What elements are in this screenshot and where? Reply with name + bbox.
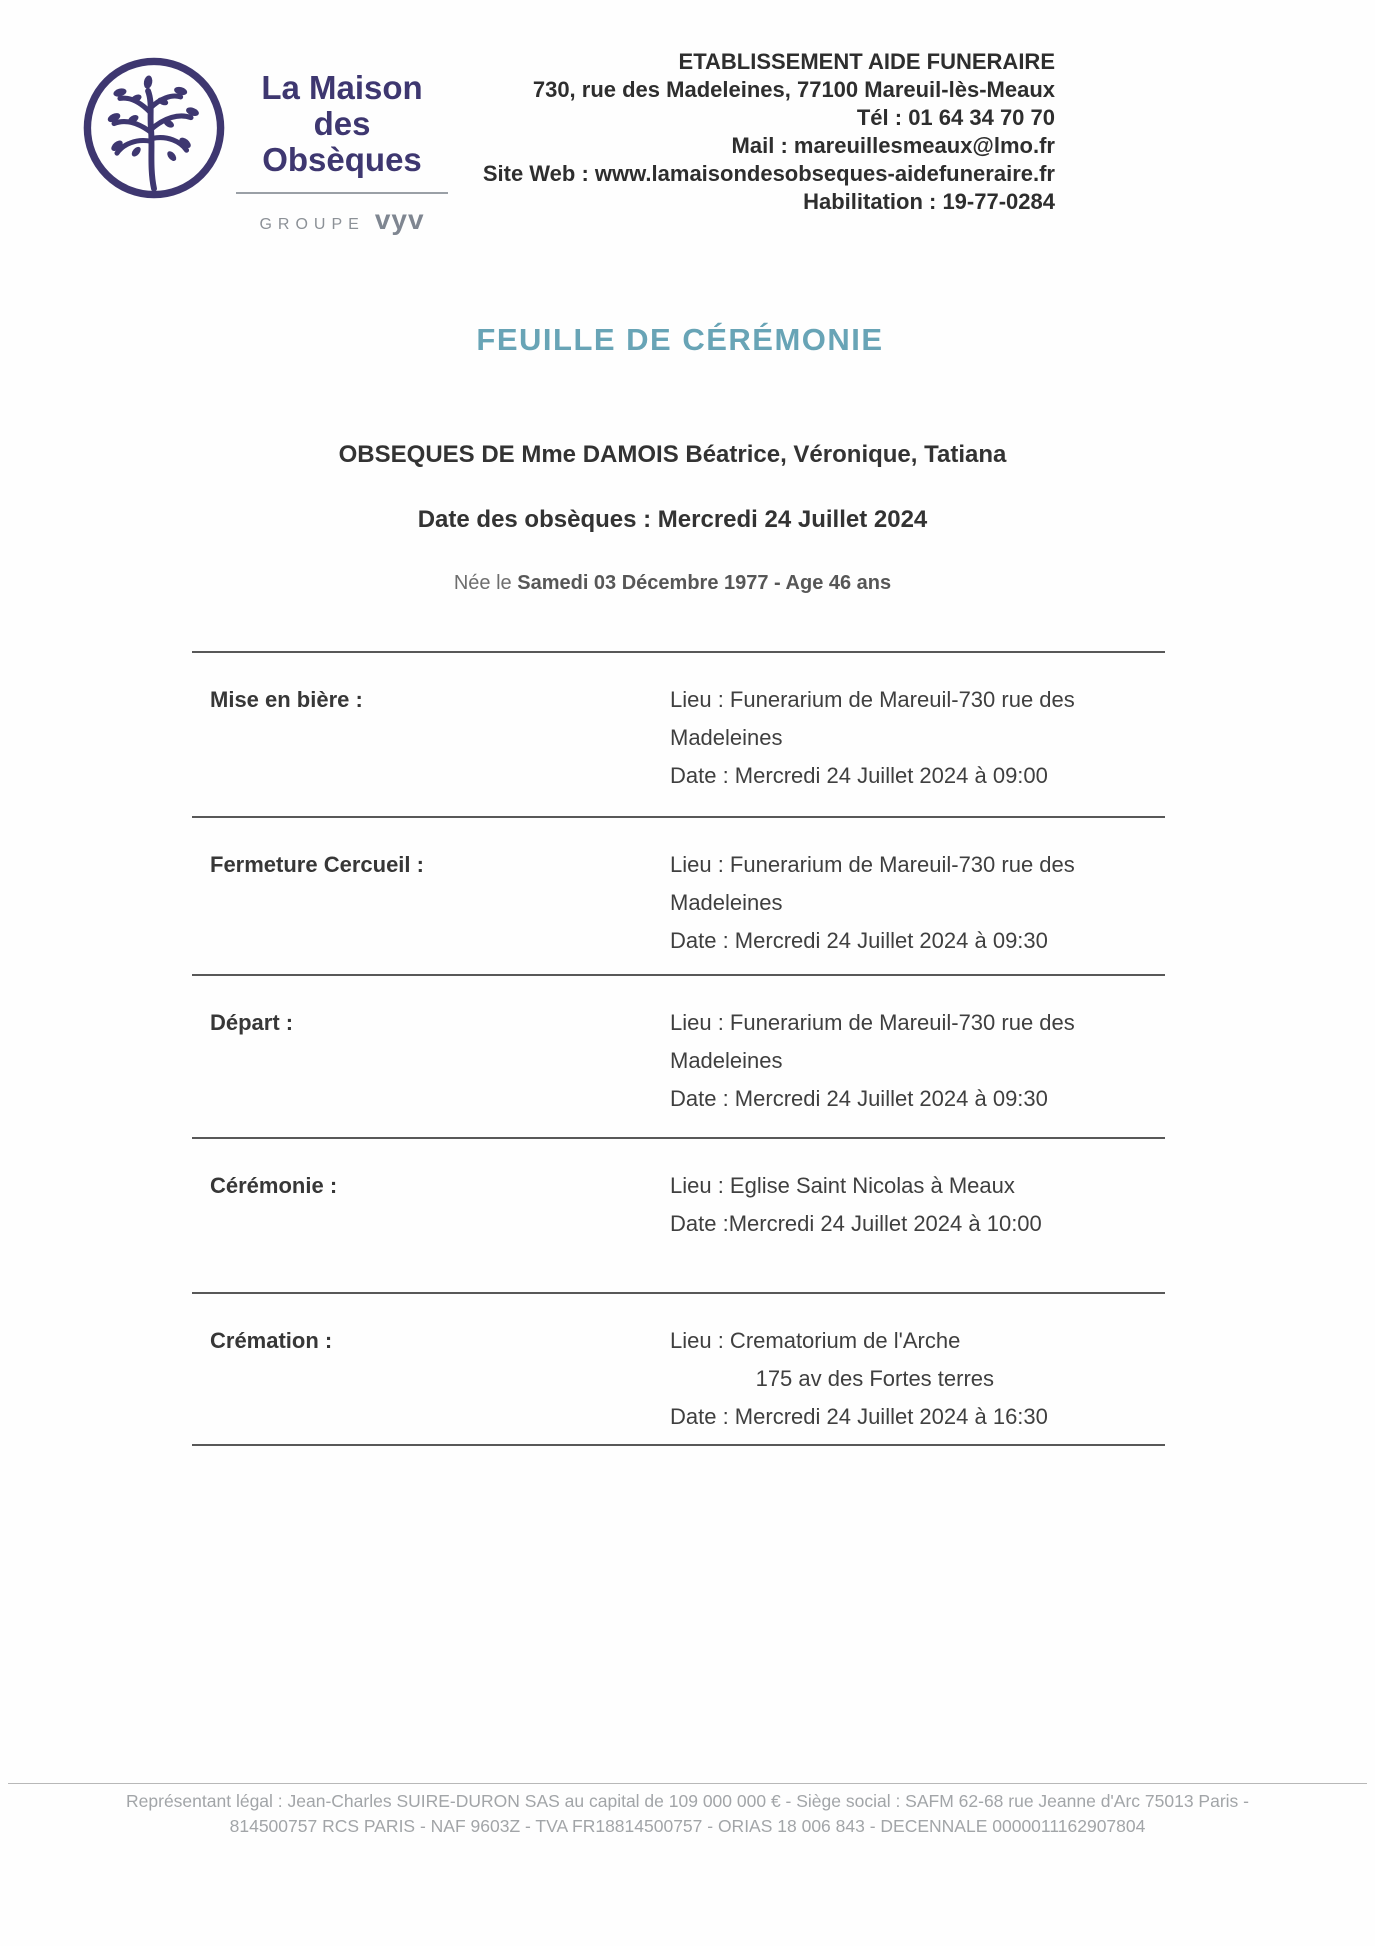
section-details [670,681,1165,795]
company-phone: Tél : 01 64 34 70 70 [856,105,1055,130]
ceremony-section-row [192,816,1165,974]
funeral-date-heading: Date des obsèques : Mercredi 24 Juillet 2024 [417,506,928,533]
birth-date: Samedi 03 Décembre 1977 - Age 46 ans [517,572,892,594]
company-habilitation: Habilitation : 19-77-0284 [803,189,1055,214]
brand-name-line1: La Maison [261,69,423,106]
section-details [670,846,1165,960]
ceremony-section-row [192,1137,1165,1292]
company-address: 730, rue des Madeleines, 77100 Mareuil-lès-Meaux [532,77,1055,102]
brand-divider [236,192,448,194]
legal-footer-line1: Représentant légal : Jean-Charles SUIRE-DURON SAS au capital de 109 000 000 € - Siège social : SAFM 62-68 rue Jeanne d'Arc 75013 Paris - [126,1791,1249,1811]
section-detail-line: Date : Mercredi 24 Juillet 2024 à 09:30 [670,928,1048,953]
section-detail-line: Date : Mercredi 24 Juillet 2024 à 16:30 [670,1404,1048,1429]
tree-logo-icon [80,52,228,204]
section-details [670,1322,1165,1436]
brand-block [232,70,452,236]
legal-footer [0,1789,1375,1839]
brand-name-line2: des Obsèques [262,105,422,178]
closing-rule [192,1444,1165,1446]
section-label: Cérémonie : [210,1173,338,1198]
company-name: ETABLISSEMENT AIDE FUNERAIRE [678,49,1055,74]
section-detail-line: Lieu : Funerarium de Mareuil-730 rue des Madeleines [670,1010,1081,1073]
group-label: GROUPE [259,216,365,233]
page-title: FEUILLE DE CÉRÉMONIE [476,322,884,357]
company-mail: Mail : mareuillesmeaux@lmo.fr [731,133,1055,158]
section-detail-line: Lieu : Funerarium de Mareuil-730 rue des Madeleines [670,852,1081,915]
group-vyv-logo: vyv [374,204,425,235]
section-label: Mise en bière : [210,687,363,712]
ceremony-section-row [192,974,1165,1137]
footer-divider [8,1783,1367,1784]
group-row [232,204,452,236]
section-detail-line: Date :Mercredi 24 Juillet 2024 à 10:00 [670,1211,1042,1236]
company-website: Site Web : www.lamaisondesobseques-aidefuneraire.fr [482,161,1055,186]
birth-info-line [0,572,1345,595]
section-label: Crémation : [210,1328,333,1353]
section-detail-line: Date : Mercredi 24 Juillet 2024 à 09:00 [670,763,1048,788]
section-label: Départ : [210,1010,294,1035]
sections-list [192,651,1165,1444]
section-details [670,1004,1165,1118]
section-detail-line: Date : Mercredi 24 Juillet 2024 à 09:30 [670,1086,1048,1111]
ceremony-section-row [192,651,1165,816]
section-detail-line: Lieu : Eglise Saint Nicolas à Meaux [670,1173,1015,1198]
legal-footer-line2: 814500757 RCS PARIS - NAF 9603Z - TVA FR18814500757 - ORIAS 18 006 843 - DECENNALE 0000011162907804 [229,1816,1146,1836]
company-header [483,48,1055,216]
ceremony-section-row [192,1292,1165,1444]
section-detail-line: 175 av des Fortes terres [670,1366,995,1391]
obsequies-heading: OBSEQUES DE Mme DAMOIS Béatrice, Véronique, Tatiana [338,441,1007,468]
ceremony-sections [192,651,1165,1446]
section-detail-line: Lieu : Crematorium de l'Arche [670,1328,961,1353]
section-details [670,1167,1165,1243]
birth-prefix: Née le [453,572,518,594]
section-label: Fermeture Cercueil : [210,852,424,877]
section-detail-line: Lieu : Funerarium de Mareuil-730 rue des Madeleines [670,687,1081,750]
